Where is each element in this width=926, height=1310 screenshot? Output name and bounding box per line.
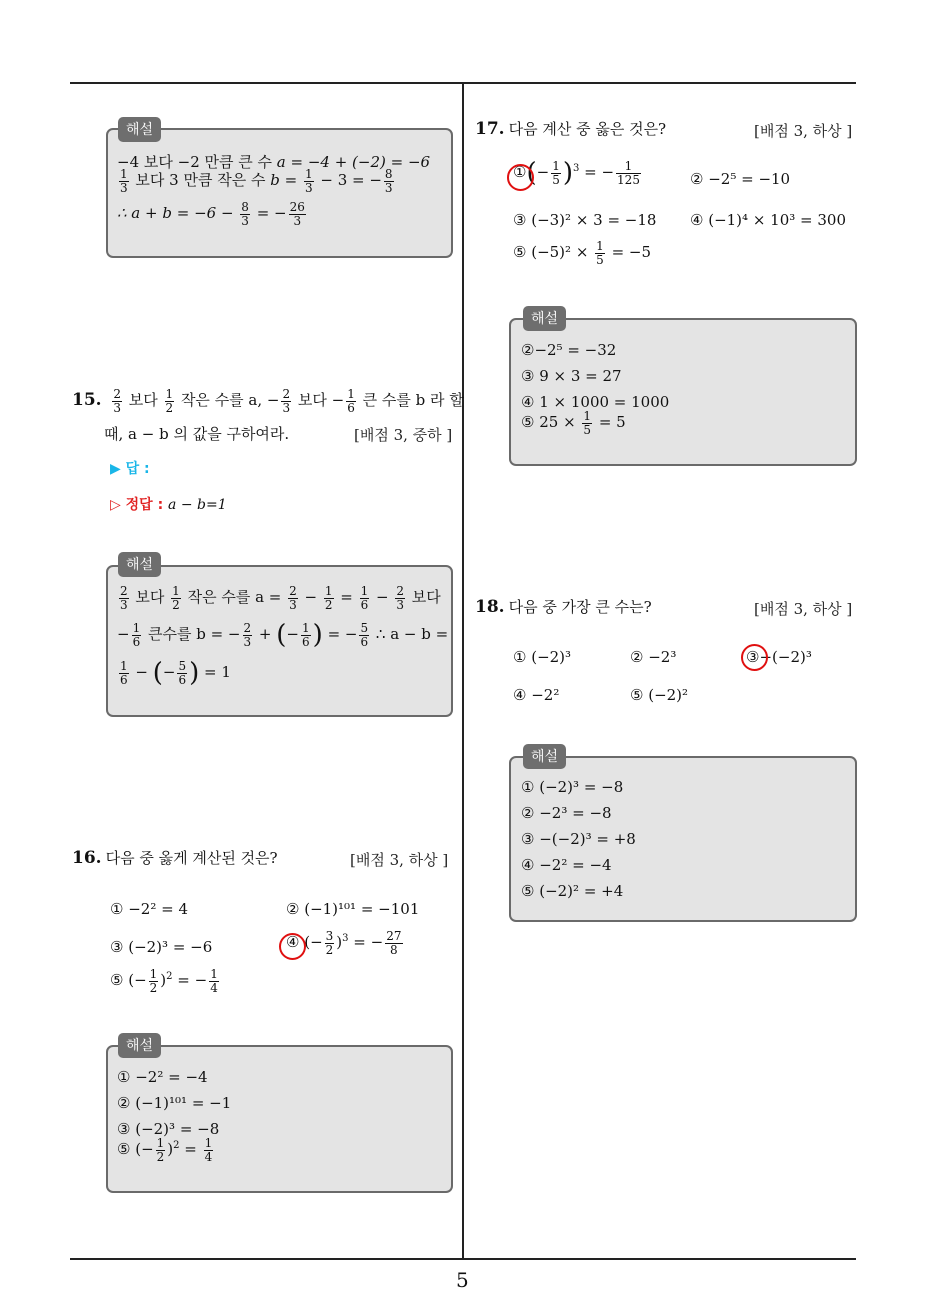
fraction: $\frac{2}{3}$	[120, 584, 128, 612]
q18-expl-line4: ④ −2² = −4	[521, 856, 612, 874]
bottom-rule	[70, 1258, 856, 1260]
fraction: $\frac{1}{6}$	[347, 387, 355, 415]
explanation-tag: 해설	[118, 1033, 161, 1058]
q16-choice-5[interactable]: ⑤ (− $\frac{1}{2}$ )$^2$ = − $\frac{1}{4}$	[110, 967, 218, 995]
fraction: $\frac{1}{6}$	[120, 659, 128, 687]
q15-question-line2: 때, a − b 의 값을 구하여라.	[104, 425, 290, 443]
fraction: $\frac{1}{6}$	[360, 584, 369, 612]
explanation-tag: 해설	[523, 306, 566, 331]
fraction: $\frac{1}{6}$	[132, 621, 141, 649]
fraction: $\frac{1}{2}$	[324, 584, 333, 612]
q16-expl-line2: ② (−1)¹⁰¹ = −1	[117, 1094, 232, 1112]
fraction: $\frac{5}{6}$	[360, 621, 369, 649]
q15-points: [배점 3, 중하 ]	[354, 426, 453, 444]
q17-choice-1[interactable]: ①(− $\frac{1}{5}$ )$^3$ = − $\frac{1}{125}$	[513, 158, 640, 189]
fraction: $\frac{1}{4}$	[210, 967, 218, 995]
q17-choice-5[interactable]: ⑤ (−5)² × $\frac{1}{5}$ = −5	[513, 239, 652, 267]
q15-expl-line1: $\frac{2}{3}$ 보다 $\frac{1}{2}$ 작은 수를 a = $\frac{2}{3}$ − $\frac{1}{2}$ = $\frac{1}{6}$ − $\frac{2}{3}$ 보다	[120, 584, 441, 612]
fraction: $\frac{8}{3}$	[241, 200, 249, 228]
correct-answer: ▷ 정답 : a − b=1	[110, 497, 227, 513]
fraction: $\frac{1}{3}$	[120, 167, 128, 195]
q14-expl-line3: ∴ a + b = −6 − $\frac{8}{3}$ = − $\frac{26}{3}$	[117, 200, 305, 228]
fraction: $\frac{3}{2}$	[325, 929, 334, 957]
q15-expl-line3: $\frac{1}{6}$ − (− $\frac{5}{6}$ ) = 1	[120, 658, 231, 689]
explanation-tag: 해설	[118, 552, 161, 577]
fraction: $\frac{2}{3}$	[396, 584, 405, 612]
q18-choice-4[interactable]: ④ −2²	[513, 686, 560, 704]
q17-expl-line3: ④ 1 × 1000 = 1000	[521, 393, 670, 411]
answer-circle-mark	[507, 164, 534, 191]
q17-expl-line2: ③ 9 × 3 = 27	[521, 367, 622, 385]
q16-expl-line4: ⑤ (− $\frac{1}{2}$ )$^2$ = $\frac{1}{4}$	[117, 1136, 213, 1164]
answer-label: ▶ 답 :	[110, 461, 150, 477]
fraction: $\frac{1}{125}$	[617, 159, 640, 187]
fraction: $\frac{1}{3}$	[304, 167, 313, 195]
q18-question: 18. 다음 중 가장 큰 수는?	[475, 597, 652, 617]
fraction: $\frac{8}{3}$	[384, 167, 393, 195]
q17-choice-4[interactable]: ④ (−1)⁴ × 10³ = 300	[690, 211, 846, 229]
fraction: $\frac{1}{5}$	[583, 409, 592, 437]
q17-choice-3[interactable]: ③ (−3)² × 3 = −18	[513, 211, 657, 229]
fraction: $\frac{1}{2}$	[172, 584, 180, 612]
q16-question: 16. 다음 중 옳게 계산된 것은?	[72, 848, 278, 868]
fraction: $\frac{1}{4}$	[204, 1136, 213, 1164]
fraction: $\frac{1}{2}$	[165, 387, 174, 415]
q18-choice-2[interactable]: ② −2³	[630, 648, 677, 666]
fraction: $\frac{1}{2}$	[156, 1136, 165, 1164]
fraction: $\frac{1}{5}$	[552, 159, 560, 187]
q14-expl-line2: $\frac{1}{3}$ 보다 3 만큼 작은 수 b = $\frac{1}{3}$ − 3 = − $\frac{8}{3}$	[120, 167, 393, 195]
answer-circle-mark	[279, 933, 306, 960]
q17-expl-line1: ②−2⁵ = −32	[521, 341, 617, 359]
answer-circle-mark	[741, 644, 768, 671]
q16-choice-2[interactable]: ② (−1)¹⁰¹ = −101	[286, 900, 420, 918]
q18-choice-3[interactable]: ③−(−2)³	[746, 648, 812, 666]
q16-expl-line3: ③ (−2)³ = −8	[117, 1120, 220, 1138]
fraction: $\frac{1}{5}$	[596, 239, 604, 267]
fraction: $\frac{1}{6}$	[302, 621, 310, 649]
q16-choice-4[interactable]: ④ (− $\frac{3}{2}$ )$^3$ = − $\frac{27}{8}$	[286, 929, 402, 957]
fraction: $\frac{27}{8}$	[386, 929, 402, 957]
q17-expl-line4: ⑤ 25 × $\frac{1}{5}$ = 5	[521, 409, 626, 437]
q16-points: [배점 3, 하상 ]	[350, 851, 449, 869]
fraction: $\frac{2}{3}$	[113, 387, 121, 415]
fraction: $\frac{2}{3}$	[243, 621, 252, 649]
q17-points: [배점 3, 하상 ]	[754, 122, 853, 140]
q15-expl-line2: − $\frac{1}{6}$ 큰수를 b = − $\frac{2}{3}$ + (− $\frac{1}{6}$ ) = − $\frac{5}{6}$ ∴ a − b =	[117, 620, 449, 651]
fraction: $\frac{26}{3}$	[289, 200, 305, 228]
q16-choice-3[interactable]: ③ (−2)³ = −6	[110, 938, 213, 956]
column-divider	[462, 84, 464, 1259]
page-number: 5	[456, 1268, 469, 1292]
explanation-tag: 해설	[523, 744, 566, 769]
q18-expl-line1: ① (−2)³ = −8	[521, 778, 624, 796]
fraction: $\frac{2}{3}$	[289, 584, 297, 612]
q18-points: [배점 3, 하상 ]	[754, 600, 853, 618]
q16-expl-line1: ① −2² = −4	[117, 1068, 208, 1086]
fraction: $\frac{5}{6}$	[178, 659, 187, 687]
q18-expl-line5: ⑤ (−2)² = +4	[521, 882, 624, 900]
fraction: $\frac{2}{3}$	[282, 387, 291, 415]
fraction: $\frac{1}{2}$	[149, 967, 158, 995]
q18-choice-1[interactable]: ① (−2)³	[513, 648, 572, 666]
q15-question-line1: 15. $\frac{2}{3}$ 보다 $\frac{1}{2}$ 작은 수를 a, − $\frac{2}{3}$ 보다 − $\frac{1}{6}$ 큰 수를 b 라 할	[72, 387, 464, 415]
q18-expl-line3: ③ −(−2)³ = +8	[521, 830, 636, 848]
q18-expl-line2: ② −2³ = −8	[521, 804, 612, 822]
explanation-tag: 해설	[118, 117, 161, 142]
q17-question: 17. 다음 계산 중 옳은 것은?	[475, 119, 667, 139]
q14-expl-line1: −4 보다 −2 만큼 큰 수 a = −4 + (−2) = −6	[117, 153, 431, 171]
q17-choice-2[interactable]: ② −2⁵ = −10	[690, 170, 791, 188]
q18-choice-5[interactable]: ⑤ (−2)²	[630, 686, 689, 704]
q16-choice-1[interactable]: ① −2² = 4	[110, 900, 188, 918]
